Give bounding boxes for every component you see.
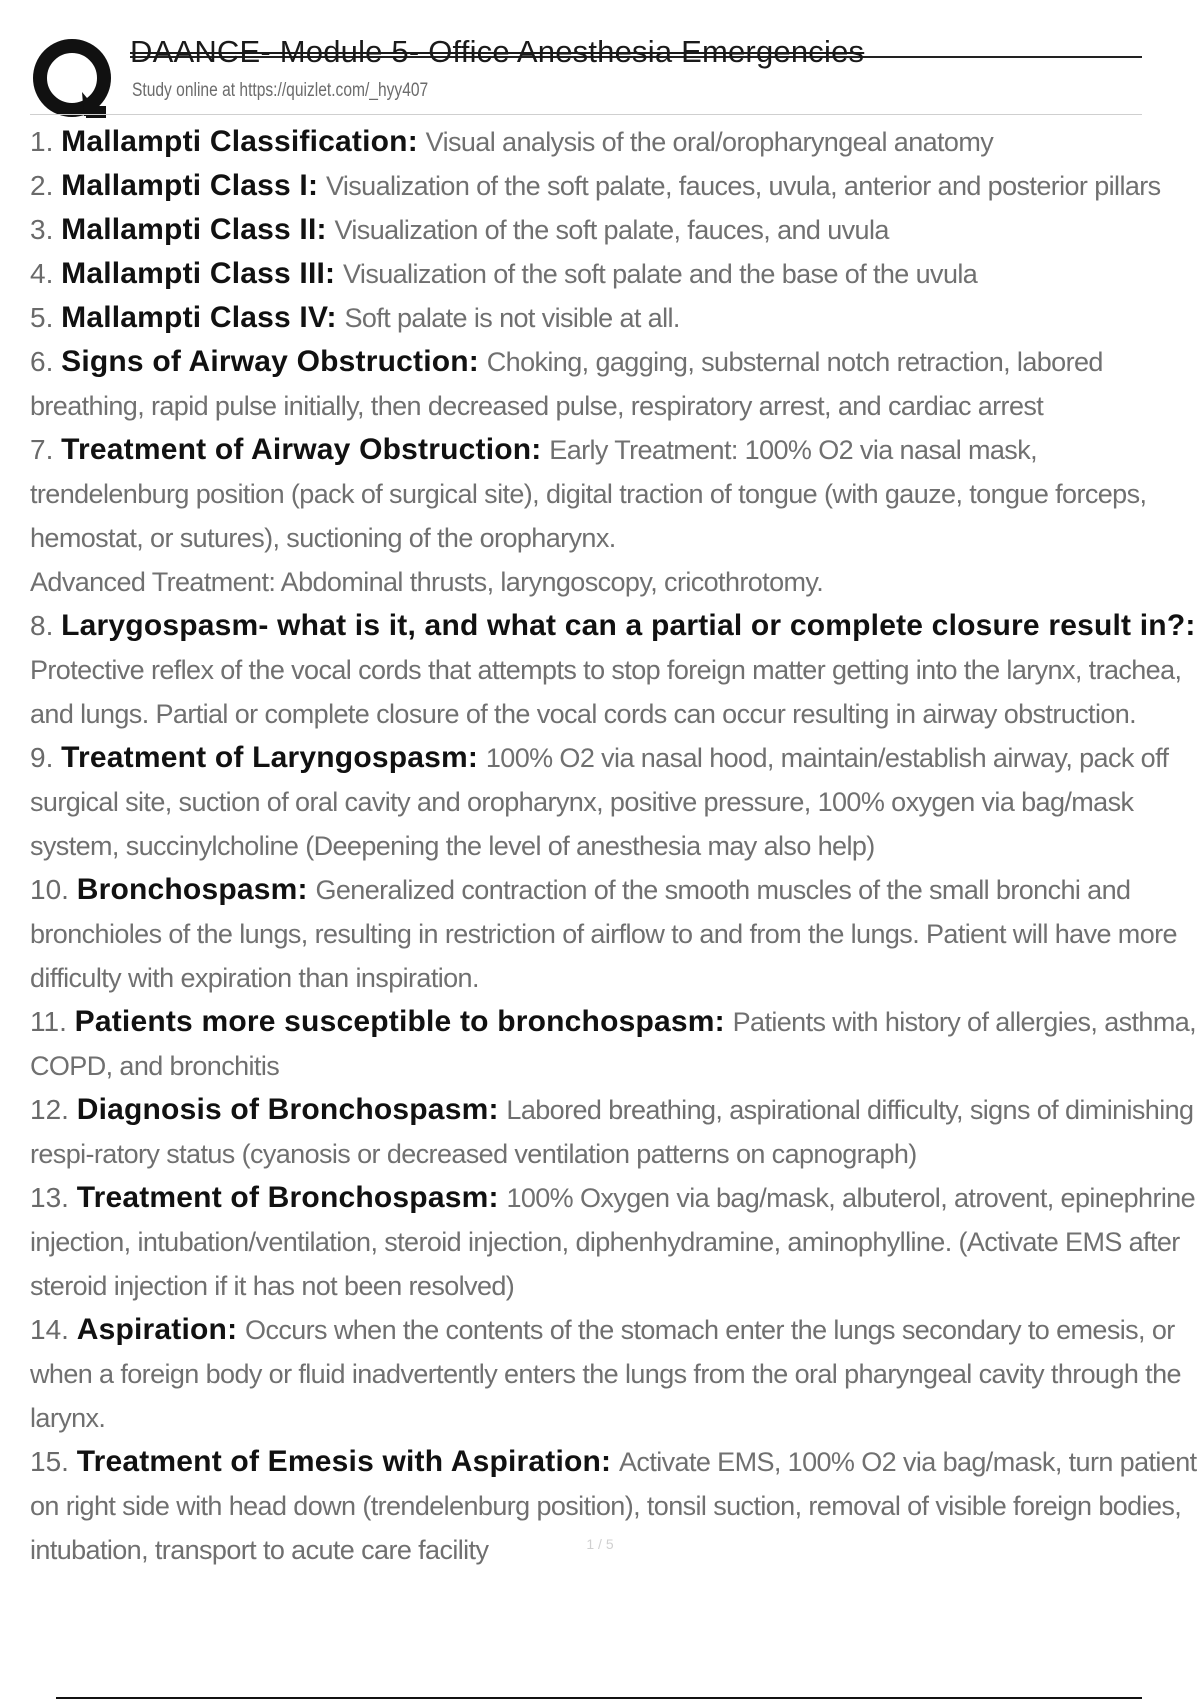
item-term: Bronchospasm: [76,873,308,906]
list-item [30,868,1200,1000]
item-number: 8. [30,610,54,641]
item-number: 4. [30,258,54,289]
list-item [30,1176,1200,1308]
item-number: 6. [30,346,54,377]
item-term: Treatment of Laryngospasm: [61,741,479,774]
item-definition: Visualization of the soft palate, fauces, uvula, anterior and posterior pillars [325,171,1161,201]
item-number: 12. [30,1094,69,1125]
flashcard-list [30,120,1200,1572]
item-definition: Early Treatment: 100% O2 via nasal mask, trendelenburg position (pack of surgical site), digital traction of tongue (with gauze, tongue forceps, hemostat, or sutures), suctioning of the oropharynx. [30,435,1147,553]
item-term: Treatment of Airway Obstruction: [61,433,542,466]
item-definition: Choking, gagging, substernal notch retraction, labored breathing, rapid pulse initially, then decreased pulse, respiratory arrest, and cardiac arrest [30,347,1103,421]
item-term: Mallampti Classification: [61,125,418,158]
item-definition: Visualization of the soft palate and the base of the uvula [343,259,978,289]
item-definition: 100% Oxygen via bag/mask, albuterol, atrovent, epinephrine injection, intubation/ventilation, steroid injection, diphenhydramine, aminophylline. (Activate EMS after steroid injection if it has not been resolved) [30,1183,1196,1301]
item-number: 9. [30,742,54,773]
list-item [30,1088,1200,1176]
list-item [30,1308,1200,1440]
header-divider [30,114,1142,115]
item-definition: Protective reflex of the vocal cords that attempts to stop foreign matter getting into the larynx, trachea, and lungs. Partial or complete closure of the vocal cords can occur resulting in airway obstruction. [30,655,1182,729]
item-term: Treatment of Bronchospasm: [76,1181,499,1214]
list-item [30,208,1200,252]
footer-divider [56,1697,1142,1699]
item-number: 10. [30,874,69,905]
list-item [30,120,1200,164]
list-item [30,252,1200,296]
item-definition: Labored breathing, aspirational difficulty, signs of diminishing respi-ratory status (cyanosis or decreased ventilation patterns on capnograph) [30,1095,1194,1169]
list-item [30,340,1200,428]
item-definition: Visual analysis of the oral/oropharyngeal anatomy [425,127,994,157]
item-number: 7. [30,434,54,465]
item-term: Mallampti Class II: [61,213,327,246]
item-definition: Soft palate is not visible at all. [344,303,680,333]
list-item [30,164,1200,208]
list-item [30,1000,1200,1088]
item-term: Larygospasm- what is it, and what can a partial or complete closure result in?: [61,609,1196,642]
item-number: 13. [30,1182,69,1213]
list-item [30,604,1200,736]
list-item [30,296,1200,340]
item-definition: Activate EMS, 100% O2 via bag/mask, turn patient on right side with head down (trendelenburg position), tonsil suction, removal of visible foreign bodies, intubation, transport to acute care facility [30,1447,1197,1565]
list-item [30,736,1200,868]
item-number: 5. [30,302,54,333]
item-term: Patients more susceptible to bronchospasm: [74,1005,725,1038]
item-term: Signs of Airway Obstruction: [61,345,479,378]
item-term: Diagnosis of Bronchospasm: [76,1093,499,1126]
item-number: 14. [30,1314,69,1345]
page-number: 1 / 5 [586,1536,614,1552]
item-number: 15. [30,1446,69,1477]
item-term: Aspiration: [76,1313,238,1346]
item-definition-continued: Advanced Treatment: Abdominal thrusts, laryngoscopy, cricothrotomy. [30,567,824,597]
item-number: 11. [30,1006,67,1037]
item-number: 2. [30,170,54,201]
item-definition: Generalized contraction of the smooth muscles of the small bronchi and bronchioles of the lungs, resulting in restriction of airflow to and from the lungs. Patient will have more difficulty with expiration than inspiration. [30,875,1177,993]
item-definition: Occurs when the contents of the stomach enter the lungs secondary to emesis, or when a foreign body or fluid inadvertently enters the lungs from the oral pharyngeal cavity through the larynx. [30,1315,1181,1433]
item-term: Treatment of Emesis with Aspiration: [76,1445,612,1478]
study-online-link[interactable]: Study online at https://quizlet.com/_hyy407 [132,80,429,101]
item-number: 3. [30,214,54,245]
item-term: Mallampti Class I: [61,169,319,202]
item-term: Mallampti Class IV: [61,301,337,334]
item-term: Mallampti Class III: [61,257,336,290]
item-number: 1. [30,126,54,157]
item-definition: Visualization of the soft palate, fauces, and uvula [334,215,889,245]
item-definition: Patients with history of allergies, asthma, COPD, and bronchitis [30,1007,1197,1081]
list-item [30,428,1200,604]
document-title: DAANCE- Module 5- Office Anesthesia Emergencies [130,34,865,69]
document-header [30,28,1142,118]
item-definition: 100% O2 via nasal hood, maintain/establish airway, pack off surgical site, suction of oral cavity and oropharynx, positive pressure, 100% oxygen via bag/mask system, succinylcholine (Deepening the level of anesthesia may also help) [30,743,1169,861]
list-item [30,1440,1200,1572]
